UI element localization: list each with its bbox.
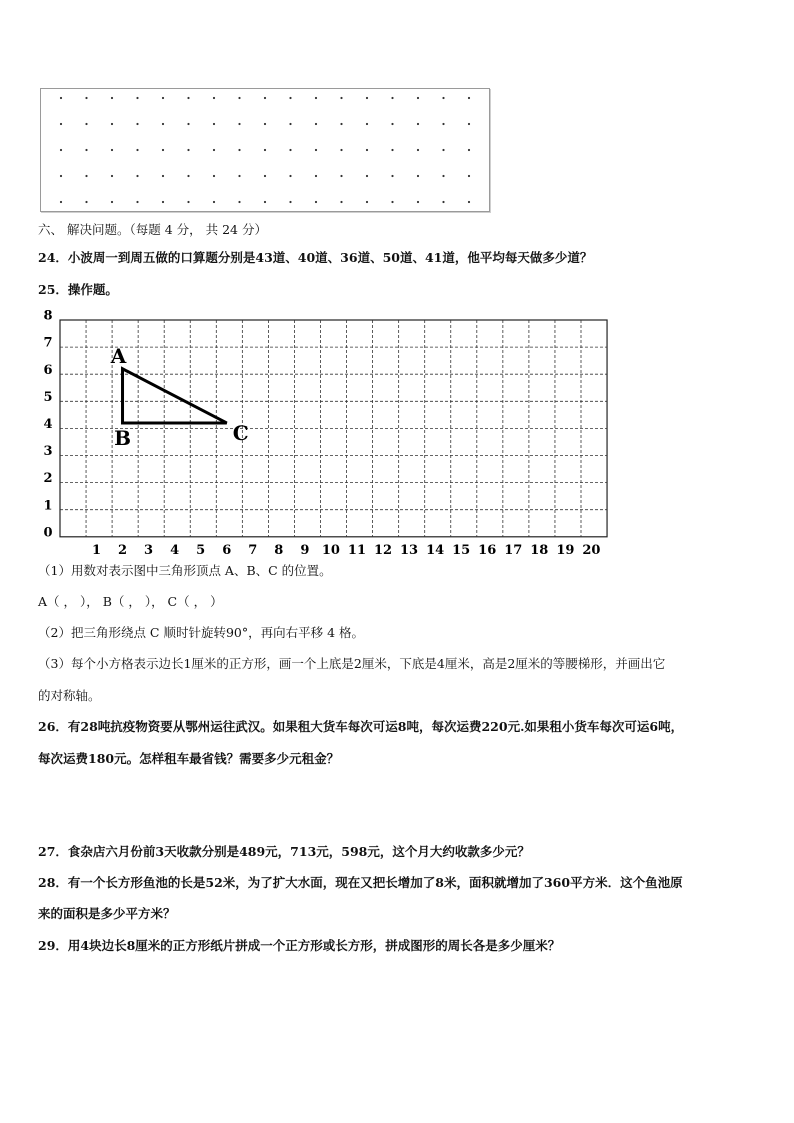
x-tick-label: 15	[452, 542, 471, 558]
grid-dot	[111, 201, 113, 203]
x-tick-label: 5	[196, 542, 206, 558]
grid-dot	[289, 123, 291, 125]
grid-dot	[366, 201, 368, 203]
vertex-label-b: B	[114, 425, 131, 450]
grid-dot	[213, 201, 215, 203]
grid-dot	[442, 149, 444, 151]
grid-dot	[417, 123, 419, 125]
grid-dot	[136, 97, 138, 99]
question-29: 29．用4块边长8厘米的正方形纸片拼成一个正方形或长方形，拼成图形的周长各是多少厘米？	[38, 938, 561, 953]
x-tick-label: 19	[556, 542, 575, 558]
grid-dot	[417, 97, 419, 99]
x-tick-label: 11	[347, 542, 367, 558]
grid-dot	[187, 97, 189, 99]
question-25-part-2: （2）把三角形绕点 C 顺时针旋转90°，再向右平移 4 格。	[38, 625, 365, 640]
grid-dot	[340, 149, 342, 151]
grid-dot	[264, 97, 266, 99]
grid-dot	[442, 175, 444, 177]
x-tick-label: 20	[582, 542, 601, 558]
grid-dot	[85, 149, 87, 151]
grid-dot	[366, 175, 368, 177]
y-tick-label: 8	[43, 308, 53, 324]
x-tick-label: 7	[248, 542, 258, 558]
x-tick-label: 1	[91, 542, 101, 558]
x-tick-label: 2	[117, 542, 128, 558]
grid-dot	[85, 123, 87, 125]
grid-dot	[162, 201, 164, 203]
grid-dot	[468, 201, 470, 203]
x-tick-label: 9	[300, 542, 310, 558]
grid-dot	[136, 175, 138, 177]
grid-dot	[60, 201, 62, 203]
grid-dot	[85, 97, 87, 99]
x-tick-label: 4	[170, 542, 180, 558]
grid-dot	[366, 149, 368, 151]
grid-dot	[162, 175, 164, 177]
grid-dot	[187, 175, 189, 177]
y-tick-label: 7	[43, 335, 53, 351]
vertex-label-a: A	[110, 343, 127, 368]
grid-dot	[442, 97, 444, 99]
grid-svg	[36, 308, 616, 558]
grid-dot	[162, 123, 164, 125]
grid-dot	[264, 175, 266, 177]
grid-dot	[442, 201, 444, 203]
grid-dot	[289, 201, 291, 203]
grid-dot	[111, 123, 113, 125]
grid-dot	[391, 97, 393, 99]
grid-dot	[340, 97, 342, 99]
grid-dot	[468, 97, 470, 99]
section-6-heading: 六、 解决问题。（每题 4 分， 共 24 分）	[38, 222, 267, 237]
grid-dot	[238, 175, 240, 177]
x-tick-label: 12	[373, 542, 393, 558]
grid-dot	[417, 175, 419, 177]
y-tick-label: 3	[43, 444, 53, 460]
grid-dot	[111, 149, 113, 151]
grid-dot	[366, 97, 368, 99]
y-tick-label: 2	[43, 471, 53, 487]
grid-dot	[417, 149, 419, 151]
grid-dot	[417, 201, 419, 203]
x-tick-label: 3	[144, 542, 154, 558]
grid-dot	[366, 123, 368, 125]
question-28-line-1: 28．有一个长方形鱼池的长是52米，为了扩大水面，现在又把长增加了8米，面积就增加了360平方米．这个鱼池原	[38, 875, 683, 890]
grid-dot	[60, 123, 62, 125]
x-tick-label: 6	[222, 542, 232, 558]
grid-dot	[289, 175, 291, 177]
grid-dot	[264, 201, 266, 203]
question-24: 24．小波周一到周五做的口算题分别是43道、40道、36道、50道、41道，他平均每天做多少道？	[38, 250, 593, 265]
x-tick-label: 14	[426, 542, 445, 558]
grid-dot	[391, 149, 393, 151]
grid-dot	[213, 175, 215, 177]
grid-dot	[187, 201, 189, 203]
grid-dot	[289, 97, 291, 99]
grid-dot	[213, 149, 215, 151]
grid-dot	[264, 149, 266, 151]
grid-dot	[136, 149, 138, 151]
grid-dot	[264, 123, 266, 125]
y-tick-label: 1	[43, 498, 53, 514]
x-tick-label: 16	[478, 542, 497, 558]
vertex-label-c: C	[232, 420, 249, 445]
grid-dot	[85, 175, 87, 177]
grid-dot	[289, 149, 291, 151]
grid-dot	[468, 175, 470, 177]
grid-dot	[391, 201, 393, 203]
question-26-line-2: 每次运费180元。怎样租车最省钱？需要多少元租金？	[38, 751, 340, 766]
question-25-answer-line: A（ ， ）， B（ ， ）， C（ ， ）	[38, 594, 223, 609]
grid-dot	[442, 123, 444, 125]
grid-dot	[238, 201, 240, 203]
y-tick-label: 0	[43, 525, 53, 541]
question-25-part-3-line-2: 的对称轴。	[38, 688, 101, 703]
grid-dot	[468, 149, 470, 151]
grid-dot	[315, 175, 317, 177]
grid-dot	[315, 201, 317, 203]
grid-dot	[468, 123, 470, 125]
question-28-line-2: 来的面积是多少平方米？	[38, 906, 176, 921]
grid-dot	[111, 97, 113, 99]
grid-dot	[136, 123, 138, 125]
grid-dot	[187, 123, 189, 125]
y-tick-label: 6	[43, 362, 53, 378]
grid-dot	[238, 149, 240, 151]
grid-dot	[213, 97, 215, 99]
grid-dot	[238, 123, 240, 125]
x-tick-label: 17	[504, 542, 523, 558]
grid-dot	[111, 175, 113, 177]
y-tick-label: 4	[43, 416, 53, 432]
y-tick-label: 5	[43, 389, 53, 405]
dot-grid	[41, 89, 489, 211]
grid-dot	[315, 123, 317, 125]
grid-dot	[213, 123, 215, 125]
grid-dot	[162, 97, 164, 99]
grid-dot	[340, 201, 342, 203]
grid-dot	[60, 175, 62, 177]
question-27: 27．食杂店六月份前3天收款分别是489元，713元，598元，这个月大约收款多少元？	[38, 844, 530, 859]
x-tick-label: 8	[274, 542, 284, 558]
grid-dot	[60, 97, 62, 99]
grid-dot	[340, 175, 342, 177]
grid-dot	[85, 201, 87, 203]
grid-dot	[60, 149, 62, 151]
grid-dot	[238, 97, 240, 99]
dot-grid-paper	[40, 88, 490, 212]
coordinate-grid	[36, 308, 616, 558]
x-tick-label: 10	[321, 542, 340, 558]
grid-dot	[136, 201, 138, 203]
grid-dot	[340, 123, 342, 125]
grid-dot	[315, 97, 317, 99]
grid-dot	[187, 149, 189, 151]
question-25-title: 25．操作题。	[38, 282, 118, 297]
x-tick-label: 18	[530, 542, 549, 558]
question-25-part-1: （1）用数对表示图中三角形顶点 A、B、C 的位置。	[38, 563, 332, 578]
x-tick-label: 13	[400, 542, 419, 558]
grid-dot	[391, 175, 393, 177]
question-26-line-1: 26．有28吨抗疫物资要从鄂州运往武汉。如果租大货车每次可运8吨，每次运费220元.如果租小货车每次可运6吨，	[38, 719, 684, 734]
grid-dot	[162, 149, 164, 151]
grid-dot	[315, 149, 317, 151]
question-25-part-3-line-1: （3）每个小方格表示边长1厘米的正方形，画一个上底是2厘米，下底是4厘米，高是2厘米的等腰梯形，并画出它	[38, 656, 666, 671]
grid-dot	[391, 123, 393, 125]
